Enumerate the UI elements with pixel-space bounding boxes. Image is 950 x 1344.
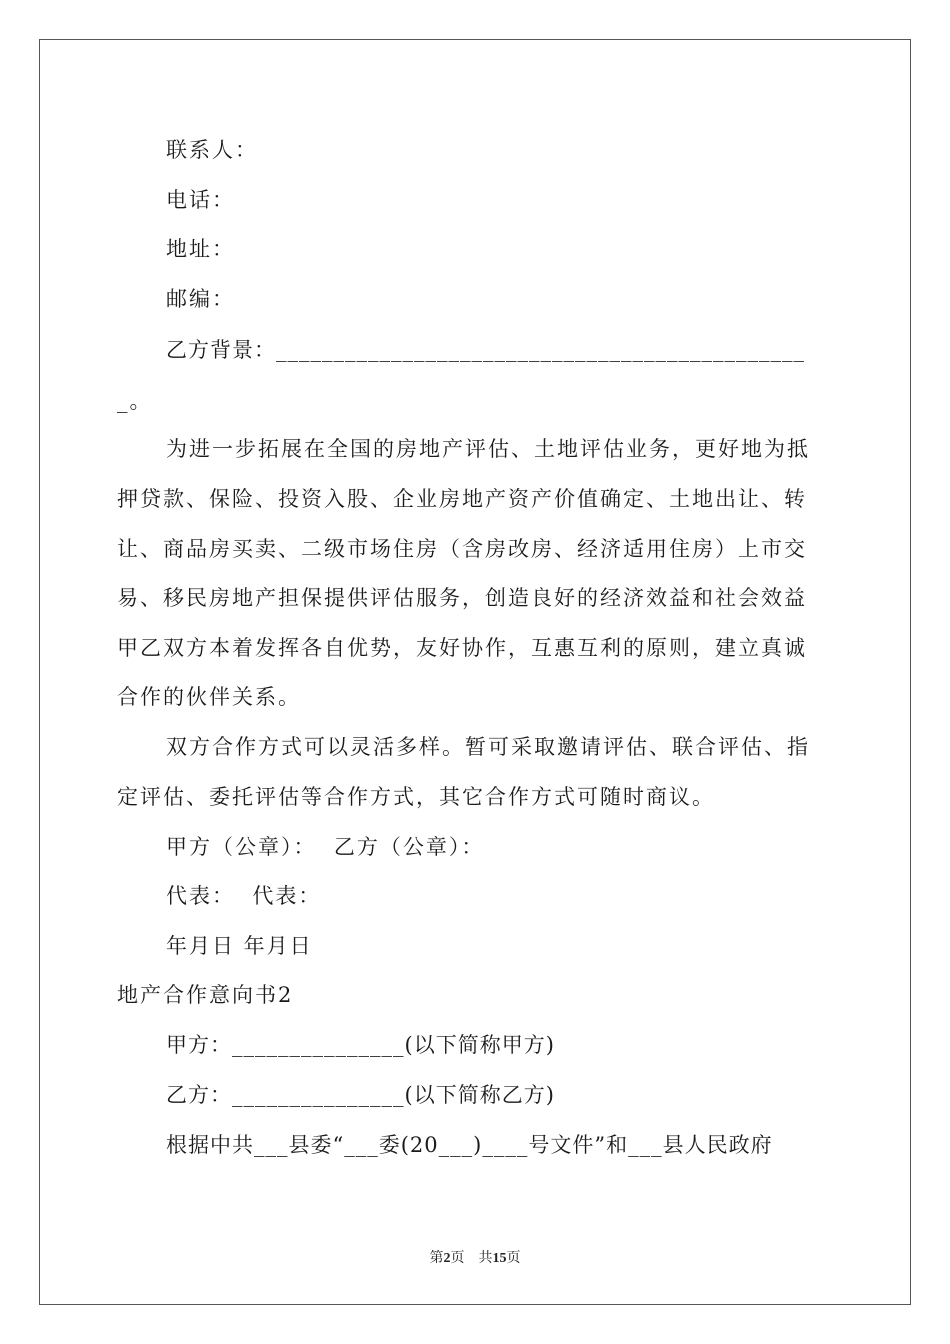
text-line: 为进一步拓展在全国的房地产评估、土地评估业务，更好地为抵 [166, 437, 810, 461]
text-line: 定评估、委托评估等合作方式，其它合作方式可随时商议。 [117, 785, 715, 809]
page-border [39, 39, 911, 1305]
text-line: 甲乙双方本着发挥各自优势，友好协作，互惠互利的原则，建立真诚 [117, 636, 807, 660]
page-footer [0, 1247, 950, 1267]
section-title: 地产合作意向书2 [117, 983, 294, 1007]
text-line: 易、移民房地产担保提供评估服务，创造良好的经济效益和社会效益 [117, 586, 807, 610]
page-number: 2 [443, 1251, 451, 1266]
text-line: 联系人： [166, 138, 258, 162]
text-line: 双方合作方式可以灵活多样。暂可采取邀请评估、联合评估、指 [166, 735, 810, 759]
text-line: 押贷款、保险、投资入股、企业房地产资产价值确定、土地出让、转 [117, 487, 807, 511]
date-line: 年月日 年月日 [166, 934, 313, 958]
text-line: 电话： [166, 188, 235, 212]
text-line: 地址： [166, 237, 235, 261]
total-pages: 15 [492, 1251, 507, 1266]
text-line: 邮编： [166, 287, 235, 311]
text-line: _。 [117, 389, 153, 413]
text-line: 合作的伙伴关系。 [117, 685, 301, 709]
party-line: 甲方：_______________(以下简称甲方) [166, 1033, 555, 1057]
text-line: 乙方背景：______________________________________________ [166, 338, 805, 362]
signature-line: 甲方（公章）： 乙方（公章）： [166, 835, 485, 859]
text-line: 根据中共___县委“___委(20___)____号文件”和___县人民政府 [166, 1133, 773, 1157]
page-prefix: 第 [429, 1251, 444, 1266]
total-suffix: 页 [506, 1251, 521, 1266]
text-line: 让、商品房买卖、二级市场住房（含房改房、经济适用住房）上市交 [117, 537, 807, 561]
page-suffix: 页 [450, 1251, 465, 1266]
signature-line: 代表： 代表： [166, 884, 322, 908]
party-line: 乙方：_______________(以下简称乙方) [166, 1083, 555, 1107]
total-prefix: 共 [478, 1251, 493, 1266]
